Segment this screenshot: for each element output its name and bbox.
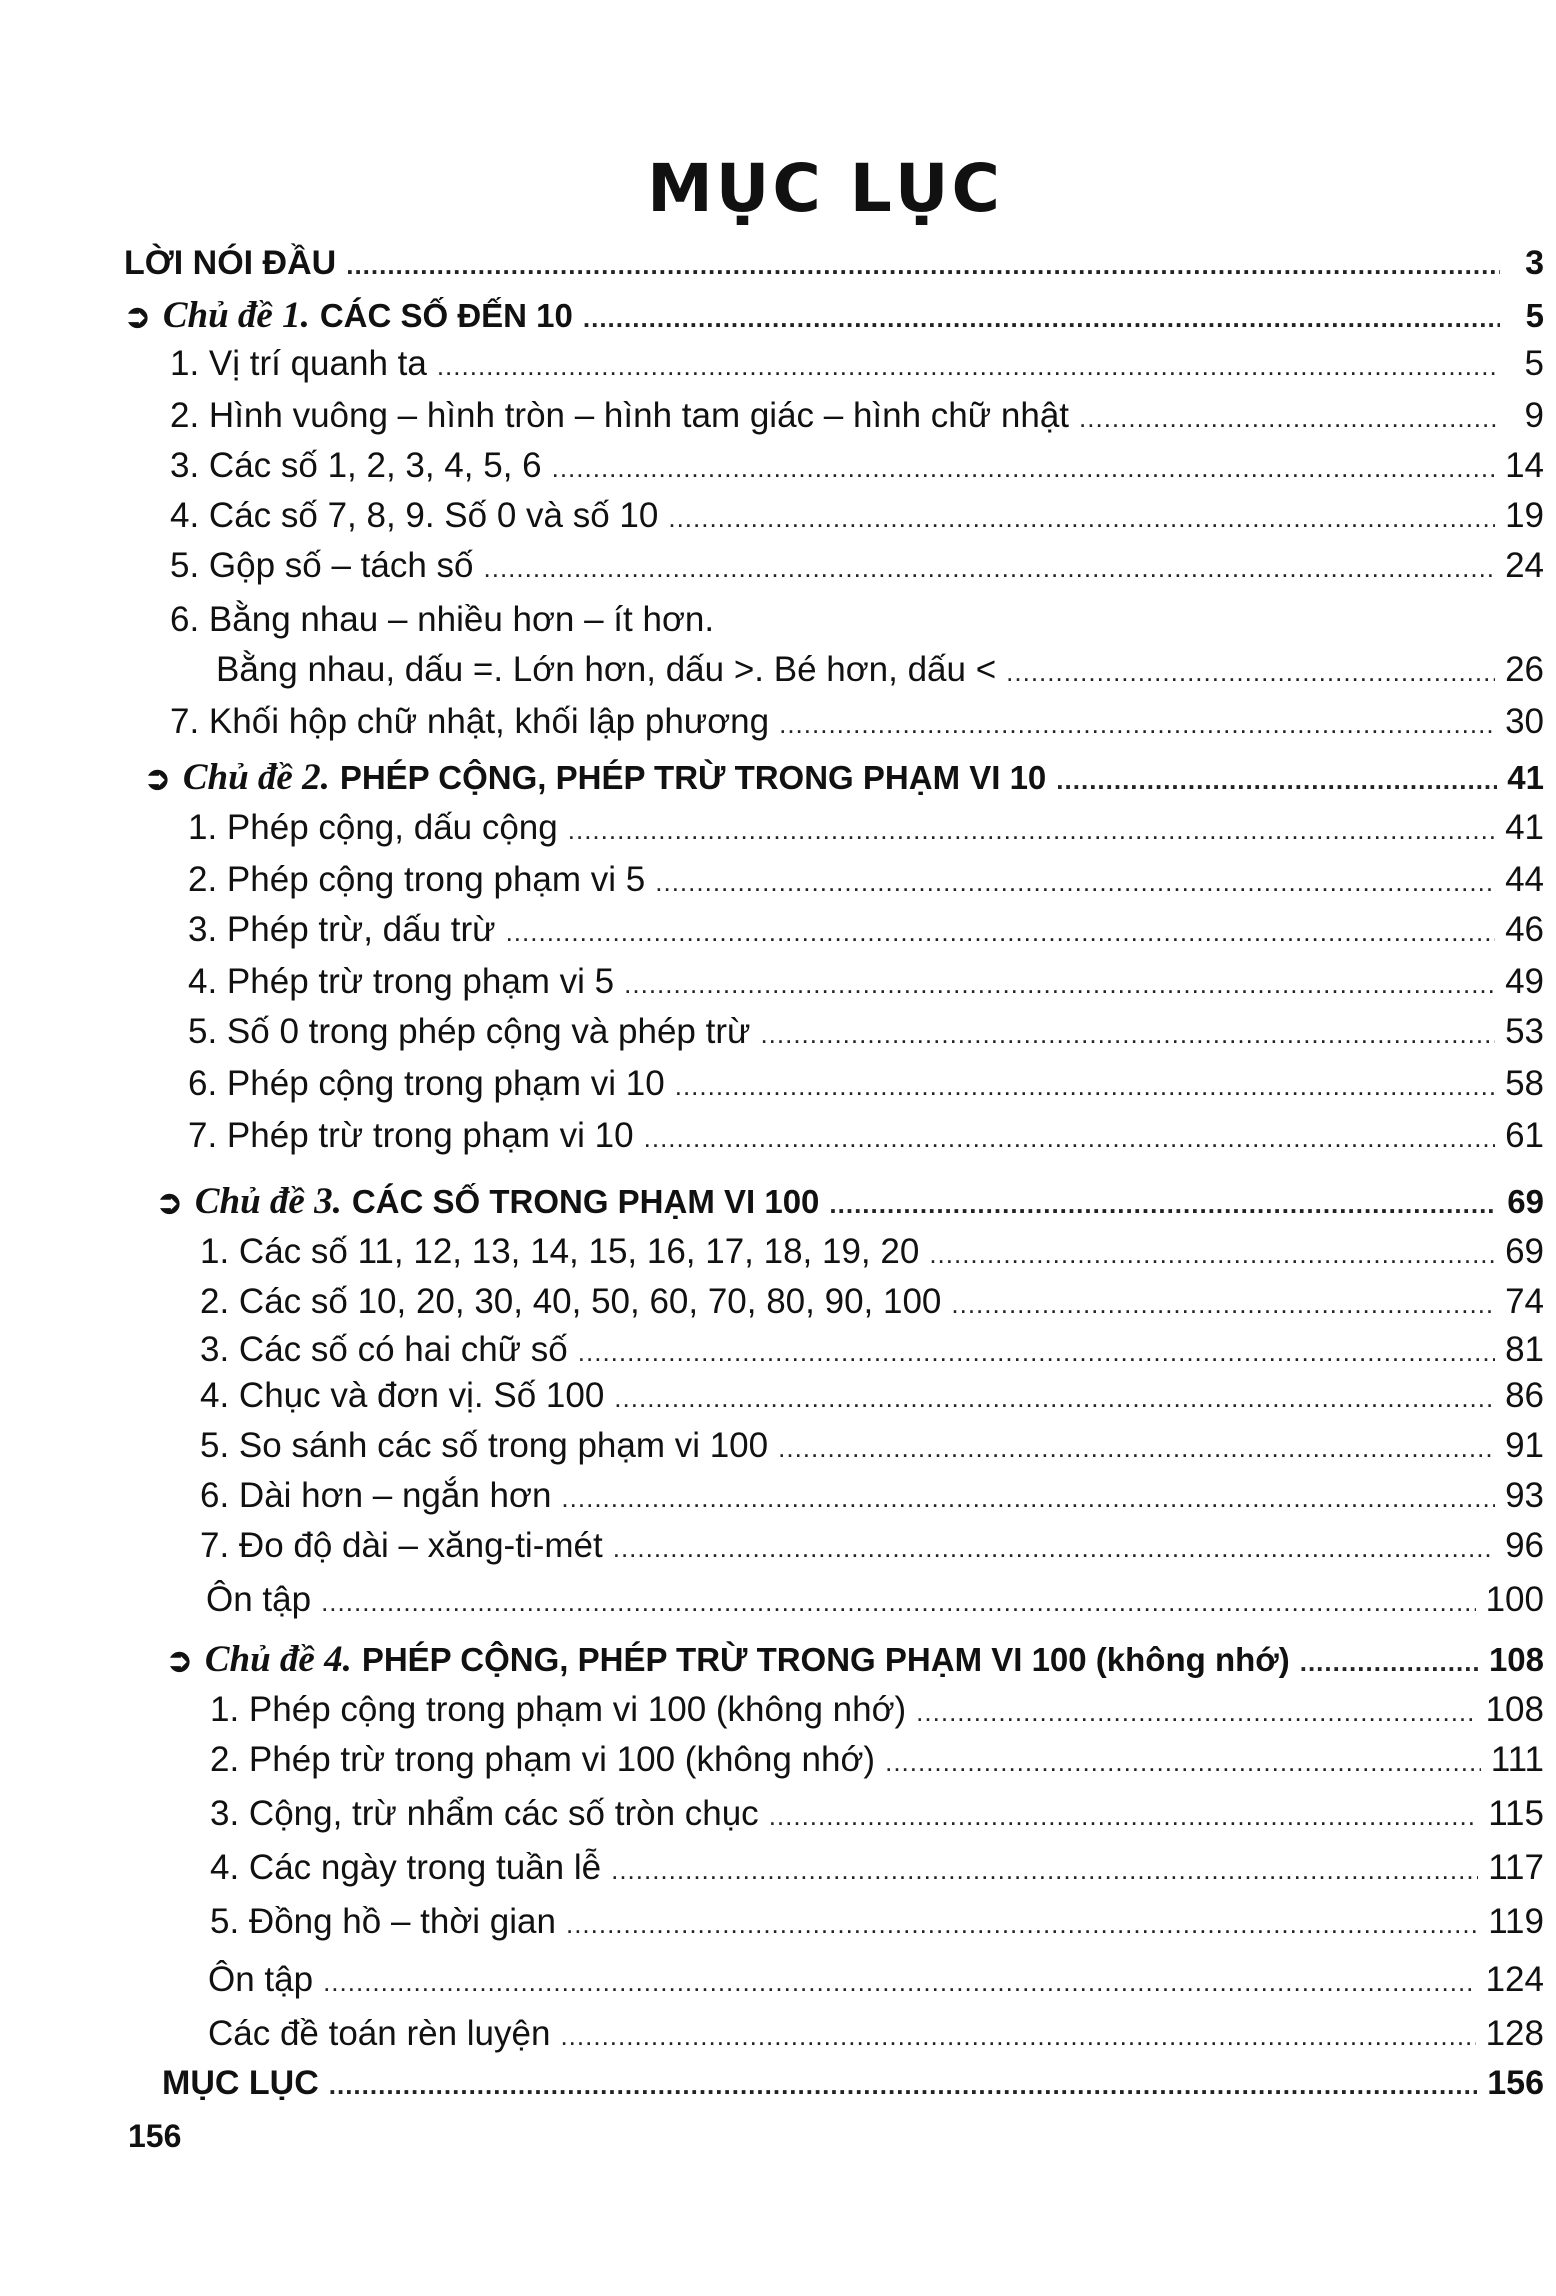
toc-entry: [210, 1902, 1544, 1952]
toc-entry-label: 2. Hình vuông – hình tròn – hình tam giác – hình chữ nhật: [170, 396, 1070, 435]
toc-entry: [216, 650, 1544, 700]
toc-page-number: 108: [1485, 1690, 1544, 1729]
topic-title: PHÉP CỘNG, PHÉP TRỪ TRONG PHẠM VI 100 (không nhớ): [361, 1641, 1290, 1678]
toc-page-number: 96: [1505, 1526, 1544, 1565]
toc-entry-contents: [162, 2064, 1544, 2114]
dot-leader: [346, 250, 1500, 281]
toc-page-number: 58: [1505, 1064, 1544, 1103]
dot-leader: [769, 1801, 1479, 1832]
dot-leader: [885, 1747, 1481, 1778]
dot-leader: [951, 1289, 1495, 1320]
arrow-icon: ➲: [156, 1184, 183, 1220]
toc-entry-label: 4. Các ngày trong tuần lễ: [210, 1848, 602, 1887]
dot-leader: [560, 2021, 1475, 2052]
toc-entry-label: 5. Số 0 trong phép cộng và phép trừ: [188, 1012, 751, 1051]
toc-entry-label: 4. Chục và đơn vị. Số 100: [200, 1376, 605, 1415]
dot-leader: [916, 1697, 1475, 1728]
toc-page-number: 69: [1507, 1183, 1544, 1220]
toc-entry: [200, 1330, 1544, 1380]
dot-leader: [644, 1123, 1495, 1154]
toc-page-number: 93: [1505, 1476, 1544, 1515]
toc-page-number: 30: [1505, 702, 1544, 741]
page-title: MỤC LỤC: [647, 150, 1003, 227]
toc-entry: [188, 860, 1544, 910]
toc-entry-label: Ôn tập: [208, 1960, 314, 1999]
toc-page-number: 24: [1505, 546, 1544, 585]
toc-entry: [170, 396, 1544, 446]
toc-topic-3: [156, 1180, 1544, 1230]
toc-topic-2: [144, 756, 1544, 806]
toc-entry: [188, 1064, 1544, 1114]
toc-entry-label: 2. Phép trừ trong phạm vi 100 (không nhớ): [210, 1740, 876, 1779]
toc-entry-label: 2. Phép cộng trong phạm vi 5: [188, 860, 646, 899]
toc-page-number: 9: [1524, 396, 1544, 435]
toc-entry-label: 4. Phép trừ trong phạm vi 5: [188, 962, 615, 1001]
toc-entry-label: Ôn tập: [206, 1580, 312, 1619]
toc-entry-label: 6. Phép cộng trong phạm vi 10: [188, 1064, 665, 1103]
topic-prefix: Chủ đề 3.: [194, 1181, 342, 1222]
toc-entry: [200, 1426, 1544, 1476]
toc-page-number: 46: [1505, 910, 1544, 949]
arrow-icon: ➲: [144, 760, 171, 796]
dot-leader: [668, 503, 1495, 534]
toc-entry-label: Các đề toán rèn luyện: [208, 2014, 551, 2053]
toc-entry: [188, 910, 1544, 960]
toc-entry: [170, 496, 1544, 546]
toc-entry: [170, 702, 1544, 752]
toc-entry-first-line: [170, 600, 1544, 650]
toc-entry-label: 1. Vị trí quanh ta: [170, 344, 427, 383]
dot-leader: [566, 1909, 1478, 1940]
dot-leader: [552, 453, 1495, 484]
toc-page-number: 124: [1485, 1960, 1544, 1999]
toc-entry-label: 1. Phép cộng trong phạm vi 100 (không nhớ): [210, 1690, 907, 1729]
toc-page-number: 5: [1524, 344, 1544, 383]
dot-leader: [323, 1967, 1476, 1998]
toc-entry-label: 1. Các số 11, 12, 13, 14, 15, 16, 17, 18, 19, 20: [200, 1232, 920, 1271]
toc-entry-label: 5. So sánh các số trong phạm vi 100: [200, 1426, 769, 1465]
toc-entry: [210, 1690, 1544, 1740]
toc-page-number: 19: [1505, 496, 1544, 535]
arrow-icon: ➲: [166, 1642, 193, 1678]
toc-entry-label: 6. Bằng nhau – nhiều hơn – ít hơn.: [170, 600, 715, 639]
dot-leader: [1079, 403, 1500, 434]
toc-page-number: 74: [1505, 1282, 1544, 1321]
toc-entry-label: 7. Phép trừ trong phạm vi 10: [188, 1116, 634, 1155]
toc-page-number: 156: [1487, 2064, 1544, 2102]
dot-leader: [760, 1019, 1495, 1050]
toc-page-number: 26: [1505, 650, 1544, 689]
dot-leader: [568, 815, 1495, 846]
dot-leader: [506, 917, 1495, 948]
toc-entry: [210, 1794, 1544, 1844]
toc-page-number: 128: [1485, 2014, 1544, 2053]
toc-page-number: 61: [1505, 1116, 1544, 1155]
toc-entry: [210, 1848, 1544, 1898]
toc-page-number: 49: [1505, 962, 1544, 1001]
toc-entry-label: 5. Đồng hồ – thời gian: [210, 1902, 556, 1941]
toc-page-number: 108: [1488, 1641, 1544, 1678]
toc-entry: [200, 1476, 1544, 1526]
toc-entry-label: 1. Phép cộng, dấu cộng: [188, 808, 558, 847]
toc-entry: [188, 962, 1544, 1012]
toc-entry-review: [206, 1580, 1544, 1630]
dot-leader: [583, 303, 1500, 334]
toc-entry: [200, 1232, 1544, 1282]
toc-topic-4: [166, 1638, 1544, 1688]
dot-leader: [614, 1383, 1495, 1414]
page-number: 156: [128, 2118, 182, 2154]
dot-leader: [778, 1433, 1495, 1464]
arrow-icon: ➲: [124, 298, 151, 334]
toc-page-number: 111: [1490, 1740, 1544, 1779]
toc-entry-label: 6. Dài hơn – ngắn hơn: [200, 1476, 552, 1515]
dot-leader: [613, 1533, 1495, 1564]
dot-leader: [484, 553, 1496, 584]
toc-page-number: 14: [1505, 446, 1544, 485]
toc-entry-label: 3. Các số có hai chữ số: [200, 1330, 568, 1369]
toc-page-number: 5: [1525, 297, 1544, 334]
toc-page-number: 69: [1505, 1232, 1544, 1271]
dot-leader: [1006, 657, 1495, 688]
topic-title: CÁC SỐ TRONG PHẠM VI 100: [351, 1183, 820, 1220]
topic-title: PHÉP CỘNG, PHÉP TRỪ TRONG PHẠM VI 10: [339, 759, 1047, 796]
topic-prefix: Chủ đề 4.: [204, 1639, 352, 1680]
toc-page-number: 53: [1505, 1012, 1544, 1051]
toc-entry-preface: [124, 244, 1544, 294]
dot-leader: [1056, 765, 1497, 796]
toc-entry: [210, 1740, 1544, 1790]
dot-leader: [1300, 1647, 1479, 1678]
dot-leader: [329, 2070, 1478, 2101]
toc-entry-label: MỤC LỤC: [162, 2064, 319, 2102]
topic-prefix: Chủ đề 1.: [162, 295, 310, 336]
toc-entry-label: 3. Phép trừ, dấu trừ: [188, 910, 496, 949]
toc-entry: [200, 1526, 1544, 1576]
toc-entry: [188, 1012, 1544, 1062]
dot-leader: [675, 1071, 1495, 1102]
toc-page-number: 119: [1488, 1902, 1544, 1941]
toc-page-number: 117: [1488, 1848, 1544, 1887]
toc-topic-1: [124, 294, 1544, 344]
dot-leader: [561, 1483, 1495, 1514]
topic-title: CÁC SỐ ĐẾN 10: [319, 297, 573, 334]
toc-page-number: 3: [1525, 244, 1544, 282]
toc-entry-label: 7. Khối hộp chữ nhật, khối lập phương: [170, 702, 770, 741]
toc-entry-review: [208, 1960, 1544, 2010]
toc-entry-label: 7. Đo độ dài – xăng-ti-mét: [200, 1526, 603, 1565]
toc-entry-label: 4. Các số 7, 8, 9. Số 0 và số 10: [170, 496, 659, 535]
toc-entry-continuation: Bằng nhau, dấu =. Lớn hơn, dấu >. Bé hơn, dấu <: [216, 650, 997, 689]
dot-leader: [779, 709, 1495, 740]
toc-entry-label: 5. Gộp số – tách số: [170, 546, 474, 585]
dot-leader: [437, 351, 1500, 382]
topic-prefix: Chủ đề 2.: [182, 757, 330, 798]
toc-entry-label: 2. Các số 10, 20, 30, 40, 50, 60, 70, 80, 90, 100: [200, 1282, 942, 1321]
dot-leader: [321, 1587, 1476, 1618]
dot-leader: [578, 1337, 1495, 1368]
dot-leader: [624, 969, 1495, 1000]
toc-page-number: 81: [1505, 1330, 1544, 1369]
toc-page-number: 91: [1505, 1426, 1544, 1465]
dot-leader: [929, 1239, 1495, 1270]
toc-page-number: 115: [1488, 1794, 1544, 1833]
toc-entry: [170, 344, 1544, 394]
toc-entry: [200, 1282, 1544, 1332]
toc-page-number: 44: [1505, 860, 1544, 899]
toc-entry: [200, 1376, 1544, 1426]
toc-entry-label: LỜI NÓI ĐẦU: [124, 244, 337, 282]
toc-entry-label: 3. Cộng, trừ nhẩm các số tròn chục: [210, 1794, 759, 1833]
toc-entry: [188, 808, 1544, 858]
toc-page-number: 41: [1505, 808, 1544, 847]
dot-leader: [655, 867, 1495, 898]
toc-entry: [170, 446, 1544, 496]
toc-entry: [170, 546, 1544, 596]
toc-page-number: 86: [1505, 1376, 1544, 1415]
toc-page-number: 100: [1485, 1580, 1544, 1619]
toc-entry: [208, 2014, 1544, 2064]
toc-entry-label: 3. Các số 1, 2, 3, 4, 5, 6: [170, 446, 542, 485]
dot-leader: [829, 1189, 1497, 1220]
toc-entry: [188, 1116, 1544, 1166]
dot-leader: [611, 1855, 1478, 1886]
toc-page-number: 41: [1507, 759, 1544, 796]
